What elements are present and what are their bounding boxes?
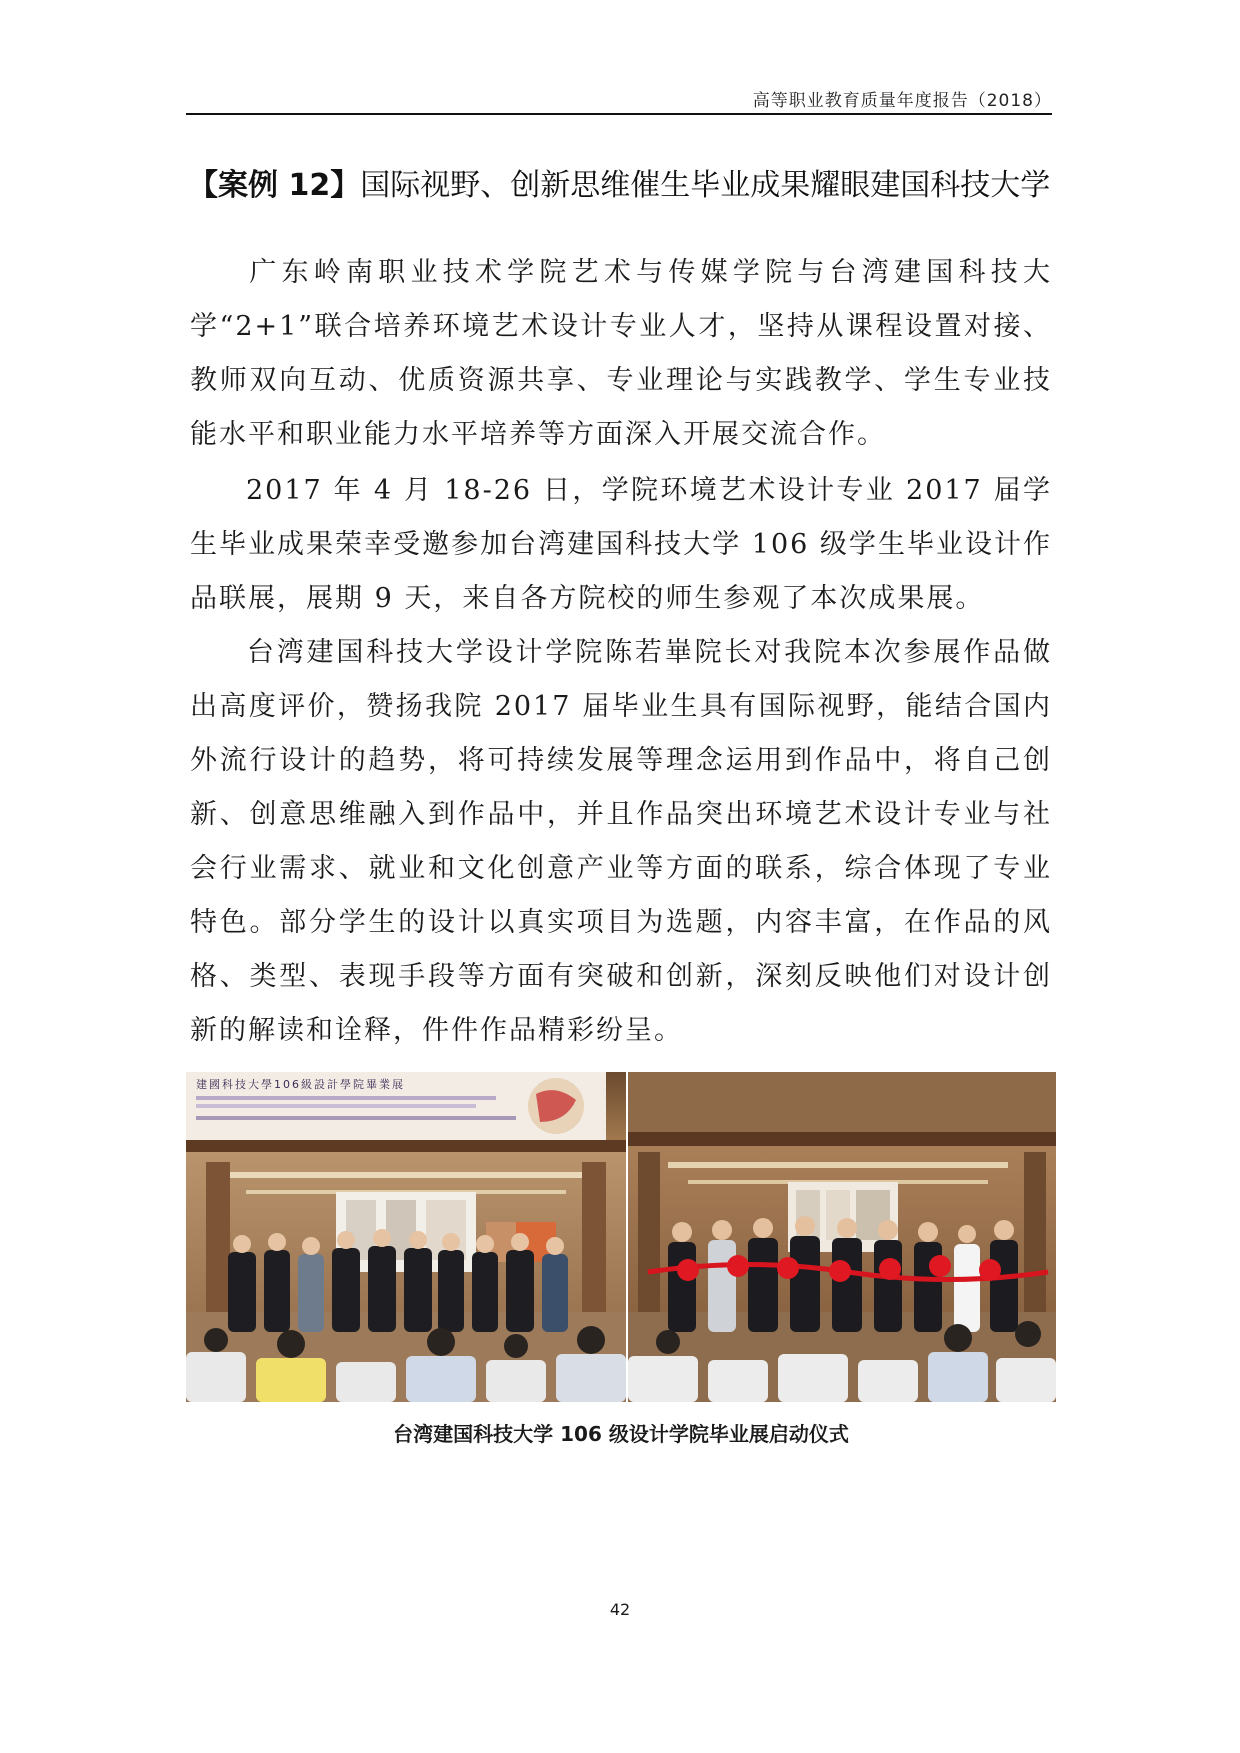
page-number: 42 (609, 1600, 631, 1619)
exhibition-banner-text: 建國科技大學106級設計學院畢業展 (196, 1078, 405, 1091)
paragraph-3: 台湾建国科技大学设计学院陈若崋院长对我院本次参展作品做出高度评价，赞扬我院 2017 届毕业生具有国际视野，能结合国内外流行设计的趋势，将可持续发展等理念运用到作品中，将自己创新、创意思维融入到作品中，并且作品突出环境艺术设计专业与社会行业需求、就业和文化创意产业等方面的联系，综合体现了专业特色。部分学生的设计以真实项目为选题，内容丰富，在作品的风格、类型、表现手段等方面有突破和创新，深刻反映他们对设计创新的解读和诠释，件件作品精彩纷呈。 (190, 637, 1052, 1046)
ceremony-photo-left (186, 1072, 626, 1402)
case-tag: 【案例 12】 (188, 168, 361, 203)
running-header: 高等职业教育质量年度报告（2018） (752, 91, 1052, 111)
paragraph-2: 2017 年 4 月 18-26 日，学院环境艺术设计专业 2017 届学生毕业成果荣幸受邀参加台湾建国科技大学 106 级学生毕业设计作品联展，展期 9 天，来自各方院校的师生参观了本次成果展。 (190, 475, 1052, 614)
header-divider (186, 113, 1052, 115)
paragraph-1: 广东岭南职业技术学院艺术与传媒学院与台湾建国科技大学“2+1”联合培养环境艺术设计专业人才，坚持从课程设置对接、教师双向互动、优质资源共享、专业理论与实践教学、学生专业技能水平和职业能力水平培养等方面深入开展交流合作。 (190, 257, 1052, 450)
case-title-text: 国际视野、创新思维催生毕业成果耀眼建国科技大学 (360, 168, 1051, 203)
ceremony-photo-right (628, 1072, 1056, 1402)
case-title (188, 160, 1050, 204)
figure-caption: 台湾建国科技大学 106 级设计学院毕业展启动仪式 (393, 1422, 849, 1446)
